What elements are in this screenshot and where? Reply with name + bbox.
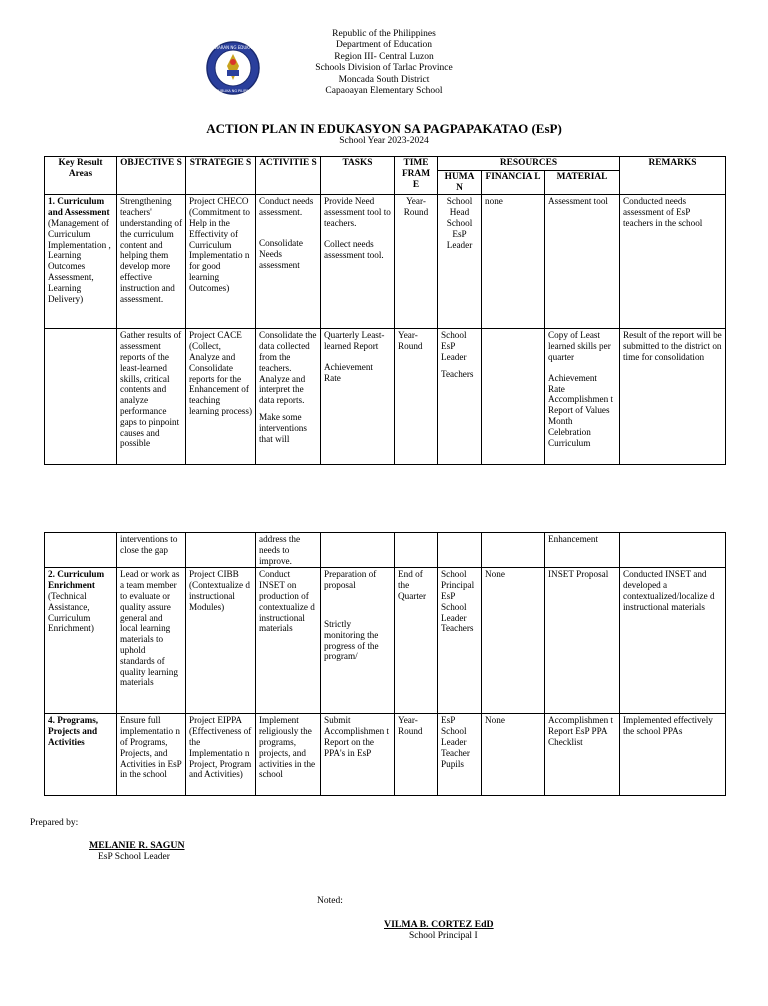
activity-cell <box>256 195 321 329</box>
header-line-3: Region III- Central Luzon <box>334 52 434 62</box>
table-row <box>45 714 726 796</box>
key-result-area-cell <box>45 533 117 568</box>
header-line-1: Republic of the Philippines <box>332 29 436 39</box>
activity-cell <box>256 329 321 465</box>
header-line-6: Capaoayan Elementary School <box>325 86 443 96</box>
financial-resource-cell: None <box>482 568 545 714</box>
key-result-area-cell <box>45 329 117 465</box>
key-result-area-cell <box>45 195 117 329</box>
task-cell: Submit Accomplishmen t Report on the PPA's in EsP <box>321 714 395 796</box>
material-resource-cell: Accomplishmen t Report EsP PPA Checklist <box>545 714 620 796</box>
col-activities: ACTIVITIE S <box>256 157 321 195</box>
remarks-cell: Conducted INSET and developed a contextualized/localize d instructional materials <box>620 568 726 714</box>
human-text: School EsP Leader <box>441 330 467 362</box>
strategy-cell: Project CHECO (Commitment to Help in the Effectivity of Curriculum Implementatio n for good learning Outcomes) <box>186 195 256 329</box>
preparer-role: EsP School Leader <box>98 852 170 862</box>
human-resource-cell <box>438 533 482 568</box>
activity-text: Consolidate the data collected from the teachers. Analyze and interpret the data reports. <box>259 330 317 406</box>
logo-text: KAGAWARAN NG EDUKASYON <box>205 45 261 50</box>
col-strategies: STRATEGIE S <box>186 157 256 195</box>
key-result-area-title: 4. Programs, Projects and Activities <box>48 715 99 747</box>
financial-resource-cell: None <box>482 714 545 796</box>
table-row <box>45 195 726 329</box>
document-title: ACTION PLAN IN EDUKASYON SA PAGPAPAKATAO (EsP) <box>206 121 562 136</box>
objective-cell: Ensure full implementatio n of Programs, Projects, and Activities in EsP in the school <box>117 714 186 796</box>
task-text: Provide Need assessment tool to teachers. <box>324 196 391 228</box>
human-resource-cell: EsP School Leader Teacher Pupils <box>438 714 482 796</box>
task-text: Preparation of proposal <box>324 569 377 591</box>
remarks-cell: Conducted needs assessment of EsP teachers in the school <box>620 195 726 329</box>
task-cell <box>321 568 395 714</box>
financial-resource-cell <box>482 533 545 568</box>
human-resource-cell: School Principal EsP School Leader Teachers <box>438 568 482 714</box>
noted-label: Noted: <box>317 896 343 906</box>
human-resource-cell <box>438 329 482 465</box>
activity-cell: address the needs to improve. <box>256 533 321 568</box>
activity-cell: Conduct INSET on production of contextualize d instructional materials <box>256 568 321 714</box>
col-material: MATERIAL <box>545 170 620 195</box>
key-result-area-title: 2. Curriculum Enrichment <box>48 569 105 591</box>
activity-text: Consolidate Needs assessment <box>259 237 303 270</box>
financial-resource-cell <box>482 329 545 465</box>
strategy-cell: Project CACE (Collect, Analyze and Consolidate reports for the Enhancement of teaching learning process) <box>186 329 256 465</box>
task-text: Achievement Rate <box>324 361 373 383</box>
col-resources: RESOURCES <box>438 157 620 171</box>
task-cell <box>321 329 395 465</box>
financial-resource-cell: none <box>482 195 545 329</box>
material-text: Achievement Rate Accomplishmen t Report of Values Month Celebration Curriculum <box>548 372 614 448</box>
time-frame-cell <box>395 533 438 568</box>
key-result-area-detail: (Management of Curriculum Implementation , Learning Outcomes Assessment, Learning Delivery) <box>48 217 111 304</box>
objective-cell: Strengthening teachers' understanding of the curriculum content and helping them develop more effective instruction and assessment. <box>117 195 186 329</box>
task-cell <box>321 195 395 329</box>
action-plan-table-page-2 <box>44 532 726 796</box>
time-frame-cell: End of the Quarter <box>395 568 438 714</box>
remarks-cell <box>620 533 726 568</box>
header-line-4: Schools Division of Tarlac Province <box>315 63 453 73</box>
col-human: HUMA N <box>438 170 482 195</box>
prepared-by-label: Prepared by: <box>30 818 79 828</box>
material-resource-cell: Assessment tool <box>545 195 620 329</box>
activity-text: Conduct needs assessment. <box>259 196 314 218</box>
objective-cell: interventions to close the gap <box>117 533 186 568</box>
objective-cell: Gather results of assessment reports of the least-learned skills, critical contents and analyze performance gaps to pinpoint causes and possible <box>117 329 186 465</box>
col-remarks: REMARKS <box>620 157 726 195</box>
material-resource-cell <box>545 329 620 465</box>
material-resource-cell: Enhancement <box>545 533 620 568</box>
col-financial: FINANCIA L <box>482 170 545 195</box>
objective-cell: Lead or work as a team member to evaluate or quality assure general and local learning materials to uphold standards of quality learning materials <box>117 568 186 714</box>
task-text: Strictly monitoring the progress of the program/ <box>324 618 379 662</box>
logo-subtext: REPUBLIKA NG PILIPINAS <box>211 89 255 93</box>
time-frame-cell: Year-Round <box>395 329 438 465</box>
noter-name: VILMA B. CORTEZ EdD <box>384 919 494 930</box>
col-tasks: TASKS <box>321 157 395 195</box>
task-text: Quarterly Least-learned Report <box>324 330 385 352</box>
table-header-row <box>45 157 726 171</box>
preparer-name: MELANIE R. SAGUN <box>89 840 185 851</box>
strategy-cell: Project EIPPA (Effectiveness of the Implementatio n Project, Program and Activities) <box>186 714 256 796</box>
header-line-2: Department of Education <box>335 40 433 50</box>
remarks-cell: Implemented effectively the school PPAs <box>620 714 726 796</box>
col-time-frame: TIME FRAM E <box>395 157 438 195</box>
header-line-5: Moncada South District <box>338 75 430 85</box>
material-resource-cell: INSET Proposal <box>545 568 620 714</box>
table-row <box>45 568 726 714</box>
key-result-area-detail: (Technical Assistance, Curriculum Enrichment) <box>48 590 94 634</box>
strategy-cell: Project CIBB (Contextualize d instructional Modules) <box>186 568 256 714</box>
key-result-area-title: 1. Curriculum and Assessment <box>48 196 110 218</box>
task-text: Collect needs assessment tool. <box>324 238 384 260</box>
human-resource-cell: School Head School EsP Leader <box>438 195 482 329</box>
activity-cell: Implement religiously the programs, projects, and activities in the school <box>256 714 321 796</box>
table-row <box>45 533 726 568</box>
key-result-area-cell <box>45 568 117 714</box>
noter-role: School Principal I <box>409 931 478 941</box>
school-year: School Year 2023-2024 <box>339 136 429 146</box>
material-text: Copy of Least learned skills per quarter <box>548 330 611 362</box>
activity-text: Make some interventions that will <box>259 411 307 444</box>
time-frame-cell: Year-Round <box>395 714 438 796</box>
task-cell <box>321 533 395 568</box>
remarks-cell: Result of the report will be submitted to the district on time for consolidation <box>620 329 726 465</box>
col-key-result-areas: Key Result Areas <box>45 157 117 195</box>
col-objectives: OBJECTIVE S <box>117 157 186 195</box>
key-result-area-cell <box>45 714 117 796</box>
time-frame-cell: Year-Round <box>395 195 438 329</box>
table-row <box>45 329 726 465</box>
human-text: Teachers <box>441 368 474 379</box>
action-plan-table-page-1 <box>44 156 726 465</box>
strategy-cell <box>186 533 256 568</box>
